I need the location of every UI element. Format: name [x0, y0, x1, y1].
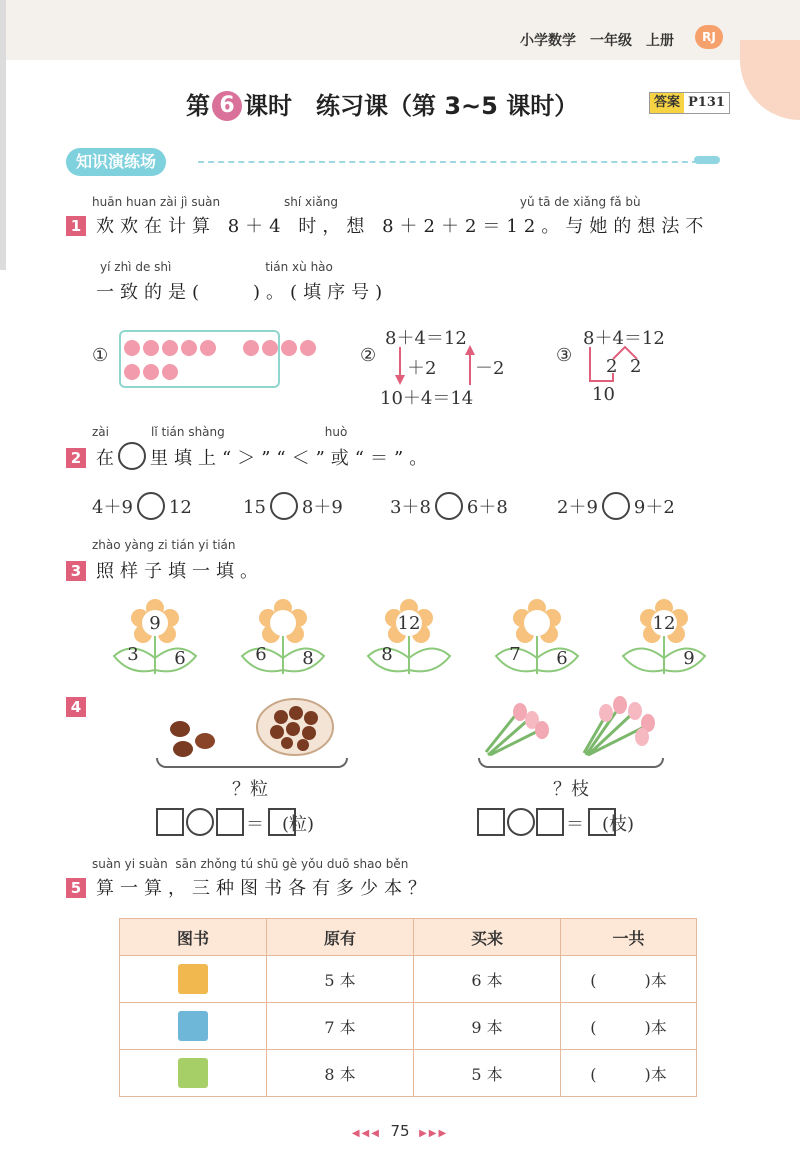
answer-box[interactable] [536, 808, 564, 836]
answer-box[interactable] [216, 808, 244, 836]
question-number-2: 2 [66, 448, 86, 468]
option-3-label: ③ [556, 345, 573, 366]
q1-pinyin-1: huān huan zài jì suàn shí xiǎng yǔ tā de xiǎng fǎ bù [92, 195, 641, 209]
dot [300, 340, 316, 356]
edition-badge: RJ [695, 25, 723, 49]
original-count: 7 本 [267, 1003, 414, 1050]
book-icon [178, 1011, 208, 1041]
total-blank[interactable]: ( )本 [561, 956, 697, 1003]
q3-pinyin: zhào yàng zi tián yi tián [92, 538, 236, 552]
next-arrows-icon: ▶▶▶ [419, 1128, 449, 1139]
section-divider [198, 161, 698, 163]
q3-text: 照样子填一填。 [96, 561, 264, 582]
option-2-label: ② [360, 345, 377, 366]
book-title: 小学数学 一年级 上册 [520, 33, 674, 49]
flower-left-number[interactable]: 3 [127, 644, 139, 665]
brace [156, 758, 348, 768]
option-2-minus: －2 [475, 358, 505, 379]
flower-top-number[interactable]: 12 [652, 613, 676, 634]
original-count: 8 本 [267, 1050, 414, 1097]
tulip-bouquet-large-icon [578, 695, 663, 760]
q2-text-a: 在 [96, 448, 120, 469]
bought-count: 9 本 [414, 1003, 561, 1050]
section-title: 知识演练场 [66, 148, 166, 176]
answer-reference[interactable] [649, 92, 730, 114]
q2-item-1: 4＋9 12 [92, 492, 192, 520]
number-flower [619, 598, 709, 676]
option-2-plus: ＋2 [407, 358, 437, 379]
page-footer [0, 1122, 800, 1140]
binding-edge [0, 0, 6, 270]
dot [262, 340, 278, 356]
option-3-bottom: 10 [592, 384, 615, 405]
q4-left-question: ？粒 [232, 779, 268, 800]
compare-circle-input[interactable] [270, 492, 298, 520]
option-3-b: 2 [630, 356, 642, 377]
number-flower [238, 598, 328, 676]
q1-line-1: 欢欢在计算 8＋4 时，想 8＋2＋2＝12。与她的想法不 [96, 216, 710, 237]
question-number-5: 5 [66, 878, 86, 898]
table-row [120, 956, 697, 1003]
compare-circle-input[interactable] [602, 492, 630, 520]
number-flower [492, 598, 582, 676]
pencil-icon [694, 156, 720, 164]
book-icon [178, 1058, 208, 1088]
bought-count: 5 本 [414, 1050, 561, 1097]
flower-left-number[interactable]: 6 [255, 644, 267, 665]
compare-circle-input[interactable] [435, 492, 463, 520]
question-number-4: 4 [66, 697, 86, 717]
corner-decoration [740, 40, 800, 120]
lesson-title: 第 6 课时 练习课（第 3~5 课时） [186, 92, 579, 120]
header-total: 一共 [561, 919, 697, 956]
q2-pinyin: zài lǐ tián shàng huò [92, 425, 348, 439]
total-blank[interactable]: ( )本 [561, 1050, 697, 1097]
flower-left-number[interactable]: 7 [509, 644, 521, 665]
chocolate-candies-icon [165, 715, 225, 760]
total-blank[interactable]: ( )本 [561, 1003, 697, 1050]
answer-box[interactable] [156, 808, 184, 836]
dot [281, 340, 297, 356]
chocolate-box-icon [255, 695, 335, 757]
flower-right-number[interactable]: 6 [556, 648, 568, 669]
answer-box[interactable] [477, 808, 505, 836]
q2-item-2: 15 8＋9 [243, 492, 343, 520]
prev-arrows-icon: ◀◀◀ [351, 1128, 381, 1139]
flower-left-number[interactable]: 8 [381, 644, 393, 665]
compare-circle-input[interactable] [137, 492, 165, 520]
answer-page: P131 [688, 95, 725, 110]
dot [124, 340, 140, 356]
brace [478, 758, 664, 768]
q1-line-2: 一致的是( )。(填序号) [96, 282, 389, 303]
table-row [120, 1003, 697, 1050]
dot [143, 340, 159, 356]
answer-label: 答案 [650, 93, 684, 113]
option-1-label: ① [92, 345, 109, 366]
books-table [119, 918, 697, 1097]
dot [124, 364, 140, 380]
number-flower [110, 598, 200, 676]
header-original: 原有 [267, 919, 414, 956]
book-icon [178, 964, 208, 994]
lesson-number-badge: 6 [212, 91, 242, 121]
q4-right-question: ？枝 [553, 779, 589, 800]
table-row [120, 1050, 697, 1097]
q1-pinyin-2: yí zhì de shì tián xù hào [100, 260, 333, 274]
q4-left-equation-tail: ＝ (粒) [246, 814, 315, 835]
dot [181, 340, 197, 356]
flower-right-number[interactable]: 9 [683, 648, 695, 669]
tulip-bouquet-icon [478, 700, 558, 760]
dot [200, 340, 216, 356]
q2-item-4: 2＋9 9＋2 [557, 492, 675, 520]
question-number-1: 1 [66, 216, 86, 236]
blank-circle [118, 442, 146, 470]
dot [243, 340, 259, 356]
operator-circle[interactable] [507, 808, 535, 836]
q5-pinyin: suàn yi suàn sān zhǒng tú shū gè yǒu duō shao běn [92, 857, 409, 871]
option-3-a: 2 [606, 356, 618, 377]
dot-box [119, 330, 280, 388]
operator-circle[interactable] [186, 808, 214, 836]
q2-item-3: 3＋8 6＋8 [390, 492, 508, 520]
q5-text: 算一算，三种图书各有多少本？ [96, 878, 432, 899]
option-2-top: 8＋4＝12 [385, 328, 467, 349]
dot [162, 340, 178, 356]
option-3-top: 8＋4＝12 [583, 328, 665, 349]
original-count: 5 本 [267, 956, 414, 1003]
header-band [0, 0, 800, 60]
q2-text-b: 里填上“＞”“＜”或“＝”。 [150, 448, 434, 469]
dot [162, 364, 178, 380]
flower-right-number[interactable]: 6 [174, 648, 186, 669]
bought-count: 6 本 [414, 956, 561, 1003]
header-books: 图书 [120, 919, 267, 956]
q4-right-equation-tail: ＝ (枝) [566, 814, 635, 835]
question-number-3: 3 [66, 561, 86, 581]
flower-right-number[interactable]: 8 [302, 648, 314, 669]
page-number: 75 [390, 1122, 410, 1140]
option-2-bottom: 10＋4＝14 [380, 388, 474, 409]
number-flower [364, 598, 454, 676]
flower-top-number[interactable]: 9 [149, 613, 161, 634]
table-header-row [120, 919, 697, 956]
header-bought: 买来 [414, 919, 561, 956]
dot [143, 364, 159, 380]
flower-top-number[interactable]: 12 [397, 613, 421, 634]
